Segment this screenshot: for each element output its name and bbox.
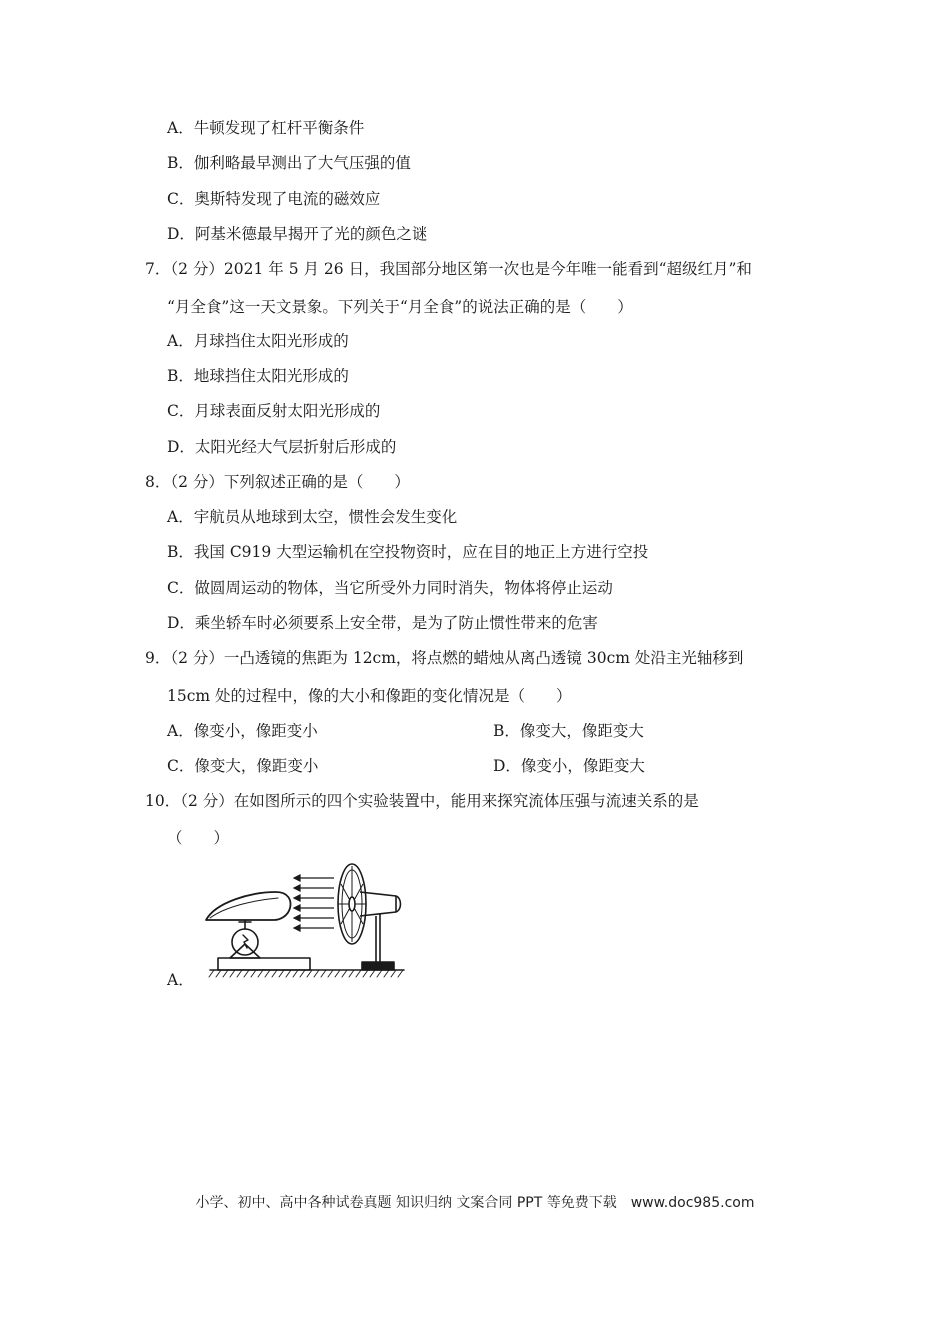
wing-fan-apparatus-figure [196, 862, 408, 982]
q6-option-a: A．牛顿发现了杠杆平衡条件 [167, 119, 365, 137]
q7-stem-line2: “月全食”这一天文景象。下列关于“月全食”的说法正确的是（ ） [167, 298, 633, 316]
q6-option-d: D．阿基米德最早揭开了光的颜色之谜 [167, 225, 428, 243]
q6-option-b: B．伽利略最早测出了大气压强的值 [167, 154, 411, 172]
q10-stem-line2: （ ） [167, 829, 230, 847]
q9-stem-line2: 15cm 处的过程中，像的大小和像距的变化情况是（ ） [167, 687, 572, 705]
q7-option-a: A．月球挡住太阳光形成的 [167, 332, 349, 350]
q9-option-c: C．像变大，像距变小 [167, 757, 319, 775]
q10-option-a-label: A． [167, 971, 194, 989]
q9-option-d: D．像变小，像距变大 [493, 757, 645, 775]
q7-option-d: D．太阳光经大气层折射后形成的 [167, 438, 397, 456]
q6-option-c: C．奥斯特发现了电流的磁效应 [167, 190, 381, 208]
q8-stem: 8．（2 分）下列叙述正确的是（ ） [145, 473, 410, 491]
q9-option-b: B．像变大，像距变大 [493, 722, 644, 740]
q8-option-a: A．宇航员从地球到太空，惯性会发生变化 [167, 508, 458, 526]
q8-option-d: D．乘坐轿车时必须要系上安全带，是为了防止惯性带来的危害 [167, 614, 598, 632]
q7-option-b: B．地球挡住太阳光形成的 [167, 367, 349, 385]
q9-option-a: A．像变小，像距变小 [167, 722, 318, 740]
q8-option-b: B．我国 C919 大型运输机在空投物资时，应在目的地正上方进行空投 [167, 543, 649, 561]
page-footer[interactable]: 小学、初中、高中各种试卷真题 知识归纳 文案合同 PPT 等免费下载 www.doc985.com [195, 1195, 755, 1211]
q8-option-c: C．做圆周运动的物体，当它所受外力同时消失，物体将停止运动 [167, 579, 613, 597]
q9-stem-line1: 9．（2 分）一凸透镜的焦距为 12cm，将点燃的蜡烛从离凸透镜 30cm 处沿主光轴移到 [145, 649, 744, 667]
q7-option-c: C．月球表面反射太阳光形成的 [167, 402, 381, 420]
q10-stem-line1: 10．（2 分）在如图所示的四个实验装置中，能用来探究流体压强与流速关系的是 [145, 792, 699, 810]
q7-stem-line1: 7．（2 分）2021 年 5 月 26 日，我国部分地区第一次也是今年唯一能看到“超级红月”和 [145, 260, 752, 278]
